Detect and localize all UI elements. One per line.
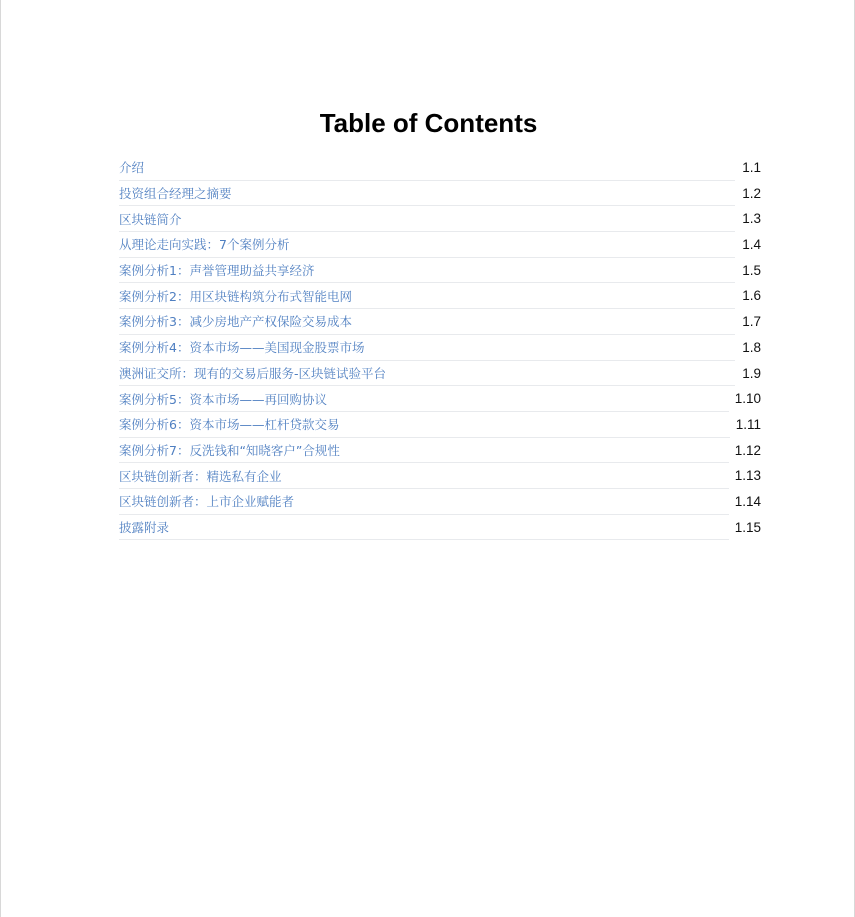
toc-entry-number: 1.13	[734, 468, 761, 484]
toc-entry-number: 1.1	[742, 160, 761, 175]
toc-entry-number: 1.11	[735, 416, 761, 432]
toc-entry-number: 1.3	[742, 211, 761, 227]
toc-entry-link[interactable]: 披露附录	[119, 515, 729, 541]
toc-entry	[119, 412, 761, 438]
toc-entry-number: 1.5	[742, 262, 761, 278]
toc-entry-number: 1.15	[734, 519, 761, 535]
toc-entry-link[interactable]: 案例分析7：反洗钱和“知晓客户”合规性	[119, 438, 729, 464]
toc-entry-number: 1.4	[742, 237, 761, 253]
toc-entry-link[interactable]: 案例分析5：资本市场——再回购协议	[119, 386, 729, 412]
toc-entry	[119, 155, 761, 181]
toc-entry-number: 1.9	[742, 365, 761, 381]
toc-entry-link[interactable]: 案例分析2：用区块链构筑分布式智能电网	[119, 283, 735, 309]
toc-entry-link[interactable]: 区块链创新者：精选私有企业	[119, 463, 729, 489]
toc-entry	[119, 181, 761, 207]
toc-entry-number: 1.7	[742, 314, 761, 330]
toc-entry	[119, 258, 761, 284]
toc-entry-link[interactable]: 区块链创新者：上市企业赋能者	[119, 489, 729, 515]
toc-entry-number: 1.8	[742, 339, 761, 355]
toc-entry-link[interactable]: 从理论走向实践：7个案例分析	[119, 232, 735, 258]
toc-entry	[119, 283, 761, 309]
page-title: Table of Contents	[319, 108, 538, 138]
toc-entry	[119, 489, 761, 515]
toc-entry-number: 1.14	[734, 493, 761, 509]
toc-entry	[119, 438, 761, 464]
toc-entry	[119, 335, 761, 361]
toc-entry	[119, 206, 761, 232]
toc-entry-number: 1.6	[742, 288, 761, 304]
toc-entry-link[interactable]: 投资组合经理之摘要	[119, 181, 735, 207]
toc-entry	[119, 463, 761, 489]
toc-entry-link[interactable]: 区块链简介	[119, 206, 735, 232]
toc-entry-link[interactable]: 案例分析4：资本市场——美国现金股票市场	[119, 335, 735, 361]
toc-entry	[119, 361, 761, 387]
toc-entry-link[interactable]: 介绍	[119, 155, 735, 181]
toc-entry	[119, 232, 761, 258]
table-of-contents	[119, 155, 761, 540]
toc-entry-link[interactable]: 案例分析3：减少房地产产权保险交易成本	[119, 309, 735, 335]
toc-entry-link[interactable]: 澳洲证交所：现有的交易后服务-区块链试验平台	[119, 361, 735, 387]
toc-entry-number: 1.12	[734, 442, 761, 458]
toc-entry-number: 1.10	[734, 391, 761, 407]
toc-entry	[119, 515, 761, 541]
toc-entry-number: 1.2	[742, 185, 761, 201]
toc-entry-link[interactable]: 案例分析6：资本市场——杠杆贷款交易	[119, 412, 730, 438]
toc-entry	[119, 386, 761, 412]
toc-entry-link[interactable]: 案例分析1：声誉管理助益共享经济	[119, 258, 735, 284]
toc-entry	[119, 309, 761, 335]
